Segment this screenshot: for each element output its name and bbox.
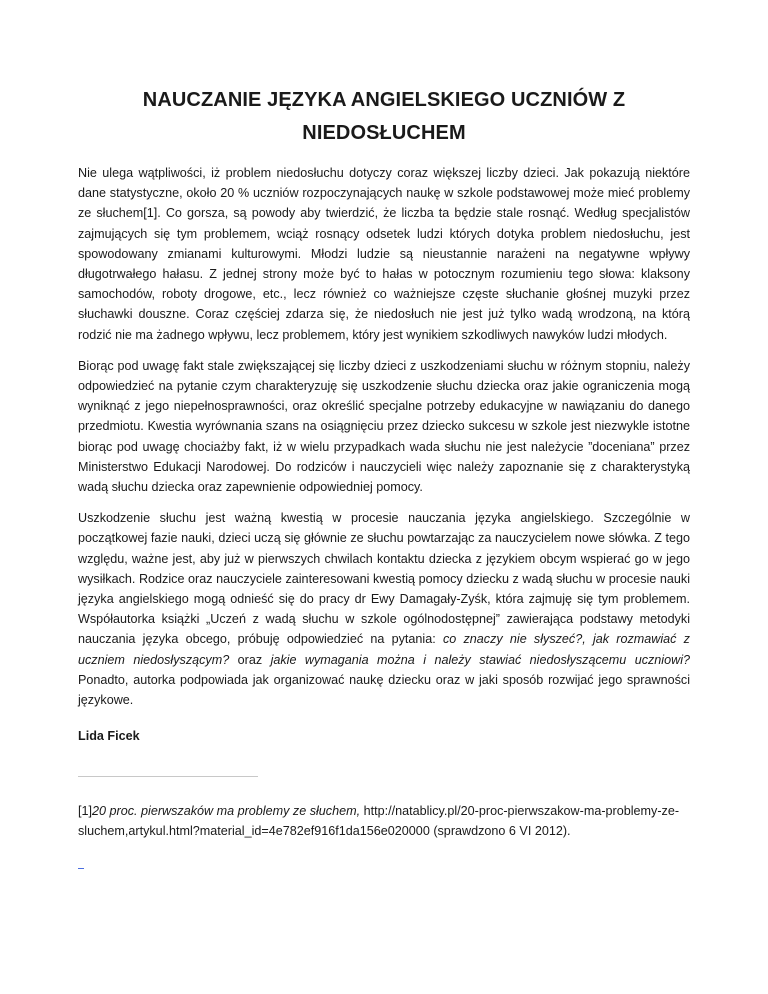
paragraph-2: Biorąc pod uwagę fakt stale zwiększającej się liczby dzieci z uszkodzeniami słuchu w różnym stopniu, należy odpowiedzieć na pytanie czym charakteryzuję się uszkodzenie słuchu dziecka oraz jakie ograniczenia mogą wyniknąć z jego niepełnosprawności, oraz określić specjalne potrzeby edukacyjne w nawiązaniu do danego przedmiotu. Kwestia wyrównania szans na osiągnięciu przez dziecko sukcesu w szkole jest niezwykle istotne biorąc pod uwagę chociażby fakt, iż w wielu przypadkach wada słuchu nie jest należycie ”doceniana” przez Ministerstwo Edukacji Narodowej. Do rodziców i nauczycieli więc należy zapoznanie się z charakterystyką wadą słuchu dziecka oraz zapewnienie odpowiedniej pomocy. <box>78 358 690 495</box>
paragraph-1: Nie ulega wątpliwości, iż problem niedosłuchu dotyczy coraz większej liczby dzieci. Jak pokazują niektóre dane statystyczne, około 20 % uczniów rozpoczynających naukę w szkole podstawowej może mieć problemy ze słuchem[1]. Co gorsza, są powody aby twierdzić, że liczba ta będzie stale rosnąć. Według specjalistów zajmujących się tym problemem, wciąż rosnący odsetek ludzi których dotyka problem niedosłuchu, jest spowodowany zmianami kulturowymi. Młodzi ludzie są nieustannie narażeni na negatywne wpływy długotrwałego hałasu. Z jednej strony może być to hałas w potocznym rozumieniu tego słowa: klaksony samochodów, roboty drogowe, etc., lecz również co ważniejsze częste słuchanie głośnej muzyki przez słuchawki douszne. Coraz częściej zdarza się, że niedosłuch nie jest już tylko wadą wrodzoną, na którą rodzić nie ma żadnego wpływu, lecz problemem, który jest wynikiem szkodliwych nawyków ludzi młodych. <box>78 166 690 342</box>
footnote-marker[interactable]: [1] <box>78 804 93 819</box>
author-name: Lida Ficek <box>78 729 140 744</box>
paragraph-3-text-a: Uszkodzenie słuchu jest ważną kwestią w procesie nauczania języka angielskiego. Szczególnie w początkowej fazie nauki, dzieci uczą się głównie ze słuchu powtarzając za nauczycielem nowe słówka. Z tego względu, ważne jest, aby już w pierwszych chwilach kontaktu dziecka z językiem obcym wspierać go w jego wysiłkach. Rodzice oraz nauczyciele zainteresowani kwestią pomocy dziecku z wadą słuchu w procesie nauki języka angielskiego mogą odnieść się do pracy dr Ewy Damagały-Zyśk, która zajmuję się tym problemem. Współautorka książki „Uczeń z wadą słuchu w szkole ogólnodostępnej” zawierająca podstawy metodyki nauczania języka obcego, próbuję odpowiedzieć na pytania: <box>78 511 690 647</box>
paragraph-3-text-c: Ponadto, autorka podpowiada jak organizować naukę dziecku oraz w jaki sposób rozwijać jego sprawności językowe. <box>78 672 690 708</box>
paragraph-3-text-b: oraz <box>229 652 271 667</box>
footnote-backlink[interactable] <box>78 858 84 872</box>
document-title: NAUCZANIE JĘZYKA ANGIELSKIEGO UCZNIÓW Z NIEDOSŁUCHEM <box>142 89 626 144</box>
footnote-separator <box>78 776 258 777</box>
paragraph-3 <box>78 508 690 710</box>
paragraph-3-question-2: jakie wymagania można i należy stawiać niedosłyszącemu uczniowi? <box>270 652 690 667</box>
footnote-text: http://natablicy.pl/20-proc-pierwszakow-ma-problemy-ze-sluchem,artykul.html?material_id=4e782ef916f1da156e020000 (sprawdzono 6 VI 2012). <box>78 804 680 839</box>
document-page <box>78 0 690 872</box>
footnote <box>78 801 690 841</box>
paragraph-3-question-1: co znaczy nie słyszeć?, jak rozmawiać z uczniem niedosłyszącym? <box>78 632 690 667</box>
footnote-title: 20 proc. pierwszaków ma problemy ze słuchem, <box>92 804 361 819</box>
